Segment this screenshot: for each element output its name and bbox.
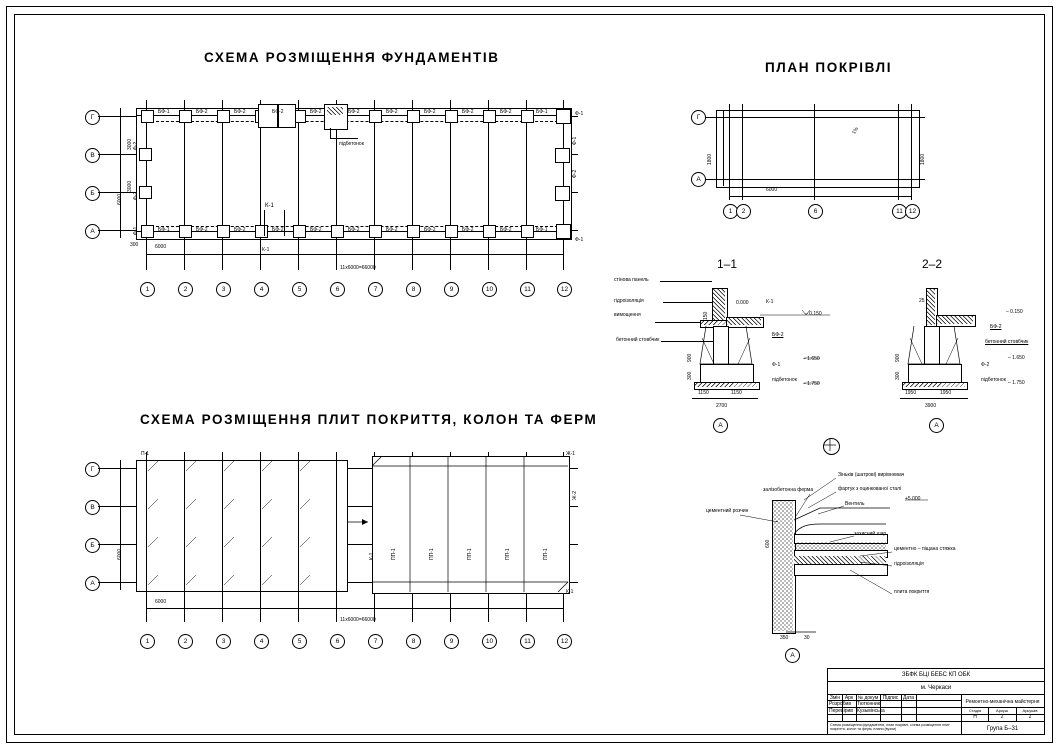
foundation-block <box>217 110 230 123</box>
tb-description: Схема розміщення фундаментів, план покрівлі, схема розміщення плит покриття, колон та ферм, плани (вузли) <box>830 723 950 732</box>
side-mark-top: Ф-1 <box>575 111 584 117</box>
dim-1150-b: 1150 <box>731 390 742 396</box>
mark-label: БФ-2 <box>196 227 208 233</box>
plate-label: ПП-1 <box>505 548 511 560</box>
axis-circle-12: 12 <box>557 282 572 297</box>
roof-axis-circle-2: 2 <box>736 204 751 219</box>
tb-row-role-1: Розробив <box>829 700 852 707</box>
foundation-block-side <box>139 148 152 161</box>
foundation-block <box>179 225 192 238</box>
slab-axis-circle-B: Б <box>85 538 100 553</box>
truss-ticks <box>136 455 356 595</box>
dim-300-2: 300 <box>895 371 901 380</box>
plate-label: ПП-1 <box>543 548 549 560</box>
mark-p1: П-1 <box>141 451 150 457</box>
detail-axis-circle-A: А <box>785 648 800 663</box>
foundation-block <box>331 225 344 238</box>
detail-dim-30: 30 <box>804 635 810 641</box>
roof-dim-line <box>729 196 911 197</box>
slab-plate-edges <box>369 456 582 606</box>
level-1750-2: – 1.750 <box>1008 380 1025 386</box>
axis-circle-6: 6 <box>330 282 345 297</box>
title-block <box>827 668 1045 735</box>
slab-axis-circle-1: 1 <box>140 634 155 649</box>
mark-label: БФ-2 <box>310 109 322 115</box>
mark-label: БФ-2 <box>462 109 474 115</box>
slab-axis-circle-8: 8 <box>406 634 421 649</box>
tb-row-name-2: Кузьмінська <box>857 707 885 714</box>
mark-label: БФ-2 <box>500 227 512 233</box>
column-hatch <box>927 289 935 325</box>
section-marker-line-2 <box>284 210 285 236</box>
axis-circle-5: 5 <box>292 282 307 297</box>
level-0150-2: – 0.150 <box>1006 309 1023 315</box>
foundation-block <box>369 110 382 123</box>
slab-axis-circle-4: 4 <box>254 634 269 649</box>
leader-1 <box>660 281 712 282</box>
mark-label: БФ-2 <box>272 109 284 115</box>
foundation-block <box>369 225 382 238</box>
tb-col-dokum: № докум <box>857 694 879 701</box>
foundation-block <box>445 110 458 123</box>
slab-axis-circle-5: 5 <box>292 634 307 649</box>
detail-level: +5.000 <box>905 496 921 502</box>
mark-label: БФ-2 <box>424 109 436 115</box>
grid-line-3 <box>222 100 223 270</box>
mark-label: БФ-2 <box>234 227 246 233</box>
axis-circle-3: 3 <box>216 282 231 297</box>
grid-line-5 <box>298 100 299 270</box>
grid-line-9 <box>450 100 451 270</box>
foundation-block <box>483 110 496 123</box>
roof-dim-text: 6000 <box>766 187 778 193</box>
label-k1: К-1 <box>766 299 774 305</box>
axis-circle-11: 11 <box>520 282 535 297</box>
dim-150: 150 <box>703 311 709 320</box>
tb-divider-1 <box>828 681 1044 682</box>
dim-line-1 <box>692 398 758 399</box>
level-0150: – 0.150 <box>805 311 822 317</box>
roof-axis-circle-1: 1 <box>723 204 738 219</box>
foundation-block <box>407 225 420 238</box>
tb-sheet-header: Аркуш <box>996 707 1008 713</box>
axis-circle-A: А <box>85 224 100 239</box>
mark-label: БФ-2 <box>386 227 398 233</box>
mark-label: БФ-2 <box>424 227 436 233</box>
tb-city: м. Черкаси <box>920 685 952 691</box>
plate-label: ПП-1 <box>391 548 397 560</box>
detail-leaders <box>700 470 900 610</box>
grid-line-2 <box>184 100 185 270</box>
label-concrete-pillar: бетонний стовбчик <box>616 337 660 343</box>
slab-axis-circle-6: 6 <box>330 634 345 649</box>
detail-box-a <box>258 104 278 128</box>
slab-dim-vertical-text: 6000 <box>117 548 123 560</box>
callout-leader-v <box>330 128 331 138</box>
dim-1950-a: 1950 <box>905 390 917 396</box>
label-bf2: БФ-2 <box>772 332 784 338</box>
axis-circle-1: 1 <box>140 282 155 297</box>
grid-line-1 <box>146 100 147 270</box>
mark-label: БФ-2 <box>272 227 284 233</box>
tb-divider-6 <box>828 721 1044 722</box>
axis-circle-V: В <box>85 148 100 163</box>
roof-axis-circle-12: 12 <box>905 204 920 219</box>
level-0000: 0.000 <box>736 300 749 306</box>
title-foundations: СХЕМА РОЗМІЩЕННЯ ФУНДАМЕНТІВ <box>204 50 500 65</box>
title-section-1-1: 1–1 <box>717 257 738 271</box>
label-blind-area: вимощення <box>614 312 641 318</box>
detail-hatch <box>327 107 343 115</box>
tb-sheet-title: Ремонтно-механічна майстерня <box>965 699 1040 705</box>
label-f2: Ф-2 <box>981 362 990 368</box>
mark-label: БФ-1 <box>536 227 548 233</box>
roof-axis-circle-6: 6 <box>808 204 823 219</box>
foundation-block <box>483 225 496 238</box>
mark-label: БФ-2 <box>234 109 246 115</box>
label-cement-mortar: цементний розчин <box>706 508 749 514</box>
foundation-block <box>141 225 154 238</box>
label-bf2-2: БФ-2 <box>990 324 1002 330</box>
axis-circle-4: 4 <box>254 282 269 297</box>
dim-text-vertical-3: 3000 <box>127 180 133 192</box>
dim-900: 900 <box>687 353 693 362</box>
dim-line-2-2 <box>900 398 968 399</box>
grid-line-11 <box>526 100 527 270</box>
title-roof-plan: ПЛАН ПОКРІВЛІ <box>765 60 893 75</box>
foundation-block <box>445 225 458 238</box>
leader-4 <box>661 341 713 342</box>
dim-line-bottom <box>146 254 563 255</box>
tb-divider-5 <box>828 714 961 715</box>
tb-sheet-value: 2 <box>1000 714 1004 720</box>
slab-axis-circle-3: 3 <box>216 634 231 649</box>
dim-2700: 2700 <box>716 403 728 409</box>
foundation-block <box>407 110 420 123</box>
leader-2 <box>663 302 713 303</box>
side-mark-bottom: Ф-1 <box>575 237 584 243</box>
title-slabs: СХЕМА РОЗМІЩЕННЯ ПЛИТ ПОКРИТТЯ, КОЛОН ТА ФЕРМ <box>140 412 598 427</box>
roof-side-dim: 1800 <box>707 153 713 165</box>
slab-dim-total: 11х6000=66000 <box>340 617 376 623</box>
foundation-block <box>521 225 534 238</box>
slab-axis-circle-G: Г <box>85 462 100 477</box>
label-waterproofing: гідроізоляція <box>614 298 644 304</box>
tb-col-zmin: Змін <box>829 694 841 701</box>
dim-1950-b: 1950 <box>940 390 952 396</box>
level-1750: – 1.750 <box>803 381 820 387</box>
tb-stage-value: Н <box>973 714 977 720</box>
slab-dim-line <box>146 608 563 609</box>
level-markers <box>760 290 880 400</box>
roof-slope-note: 1% <box>851 126 860 136</box>
slab-axis-circle-V: В <box>85 500 100 515</box>
leader-3 <box>655 322 701 323</box>
detail-dim-350: 350 <box>780 635 789 641</box>
foundation-block <box>217 225 230 238</box>
tb-col-ark: Арк <box>844 694 854 701</box>
mark-label: БФ-2 <box>310 227 322 233</box>
label-pidbetonok-2: підбетонок <box>981 377 1006 383</box>
tb-divider-v6 <box>916 694 917 721</box>
hatch-line-top <box>146 121 563 122</box>
dim-900-2: 900 <box>895 353 901 362</box>
tb-stage-header: Стадія <box>968 707 982 713</box>
dim-300: 300 <box>687 371 693 380</box>
side-mark: Ф-2 <box>133 191 139 200</box>
mark-label: БФ-1 <box>158 109 170 115</box>
section-axis-circle-A: А <box>713 418 728 433</box>
foundation-block <box>255 225 268 238</box>
slab-axis-circle-11: 11 <box>520 634 535 649</box>
tb-sheets-header: Аркушів <box>1022 707 1038 713</box>
dim-small: 300 <box>130 242 139 248</box>
callout-pidbetonok: підбетонок <box>339 141 364 147</box>
mark-column-line: К-1 <box>369 552 375 560</box>
side-mark: Ф-1 <box>133 226 139 235</box>
mark-label: БФ-2 <box>348 109 360 115</box>
callout-leader <box>330 138 358 139</box>
detail-node-cross <box>823 438 837 452</box>
label-pidbetonok: підбетонок <box>772 377 797 383</box>
dim-1150-a: 1150 <box>698 390 709 396</box>
dim-total: 11х6000=66000 <box>340 265 376 271</box>
foundation-block-side <box>555 148 570 163</box>
dim-step: 6000 <box>155 244 167 250</box>
label-wall-panel: стінова панель <box>614 277 649 283</box>
foundation-block <box>521 110 534 123</box>
level-1650-2: – 1.650 <box>1008 355 1025 361</box>
mark-k1: К-1 <box>566 589 574 595</box>
foundation-block-side <box>555 186 570 201</box>
grid-line-8 <box>412 100 413 270</box>
label-waterproofing-detail: гідроізоляція <box>894 561 924 567</box>
level-1650: – 1.650 <box>803 356 820 362</box>
slab-dim-step: 6000 <box>155 599 167 605</box>
detail-dim-600: 600 <box>765 539 771 548</box>
foundation-block <box>293 225 306 238</box>
axis-circle-G: Г <box>85 110 100 125</box>
tb-sheets-value: 2 <box>1028 714 1032 720</box>
foundation-block-corner <box>556 109 571 124</box>
mark-label: БФ-1 <box>158 227 170 233</box>
mark-label: БФ-2 <box>348 227 360 233</box>
mark-label: БФ-2 <box>500 109 512 115</box>
wall-line-top <box>136 115 570 116</box>
mark-zh2: Ж-2 <box>572 490 578 500</box>
slab-axis-circle-10: 10 <box>482 634 497 649</box>
tb-row-name-1: Тютюнник <box>857 700 881 707</box>
roof-axis-circle-G: Г <box>691 110 706 125</box>
plate-label: ПП-1 <box>467 548 473 560</box>
dim-25: 25 <box>919 298 925 304</box>
grid-line-10 <box>488 100 489 270</box>
axis-circle-8: 8 <box>406 282 421 297</box>
slab-axis-circle-12: 12 <box>557 634 572 649</box>
axis-circle-B: Б <box>85 186 100 201</box>
axis-circle-7: 7 <box>368 282 383 297</box>
mark-label: БФ-2 <box>386 109 398 115</box>
slab-axis-circle-7: 7 <box>368 634 383 649</box>
dim-text-vertical-2: 3000 <box>127 138 133 150</box>
wall-hatch <box>713 289 725 323</box>
foundation-block <box>179 110 192 123</box>
beam-hatch-2 <box>937 316 973 324</box>
mark-label: БФ-1 <box>536 109 548 115</box>
slab-axis-circle-2: 2 <box>178 634 193 649</box>
label-rc-truss: залізобетонна ферма <box>763 487 814 493</box>
slab-axis-circle-9: 9 <box>444 634 459 649</box>
label-cement-sand-screed: цементно – піщана стяжка <box>894 546 956 552</box>
label-pillar-2: бетонний стовбчик <box>985 339 1029 345</box>
grid-line-7 <box>374 100 375 270</box>
dim-3900: 3900 <box>925 403 937 409</box>
title-section-2-2: 2–2 <box>922 257 943 271</box>
axis-circle-9: 9 <box>444 282 459 297</box>
mark-label: БФ-2 <box>196 109 208 115</box>
building-outline <box>133 108 572 240</box>
section-marker-label: К-1 <box>262 247 270 253</box>
label-steel-apron: фартук з оцинкованої сталі <box>838 486 902 492</box>
view-arrow <box>348 512 378 532</box>
section-2-axis-circle: А <box>929 418 944 433</box>
tb-col-data: Дата <box>902 694 915 701</box>
foundation-block-corner <box>556 224 571 239</box>
grid-line-12 <box>563 100 564 270</box>
side-mark: Ф-2 <box>133 141 139 150</box>
foundation-block-side <box>139 186 152 199</box>
foundation-block <box>141 110 154 123</box>
detail-box-b <box>278 104 296 128</box>
mark-label: БФ-2 <box>462 227 474 233</box>
section-marker-line <box>264 210 265 236</box>
mark-zh1: Ж-1 <box>566 451 576 457</box>
side-mark: Ф-1 <box>572 136 578 145</box>
tb-project: ЗБФК БЦІ БЕБС КП ОБК <box>901 672 971 678</box>
axis-circle-2: 2 <box>178 282 193 297</box>
callout-k1: К-1 <box>265 203 274 209</box>
plate-label: ПП-1 <box>429 548 435 560</box>
dim-text-vertical: 6000 <box>117 193 123 205</box>
tb-group: Група Б–31 <box>986 726 1019 732</box>
label-leveling: Зіньків (шатрові) вирівнювач <box>838 472 905 478</box>
roof-axis-circle-A: А <box>691 172 706 187</box>
roof-slope-lines <box>705 105 945 205</box>
label-vent: Вентиль <box>845 501 865 507</box>
roof-axis-circle-11: 11 <box>892 204 907 219</box>
tb-col-pidpys: Підпис <box>882 694 899 701</box>
tb-row-role-2: Перевірив <box>829 707 853 714</box>
label-protective-layer: захисний шар <box>854 531 887 537</box>
label-f1: Ф-1 <box>772 362 781 368</box>
beam-hatch <box>727 318 761 325</box>
side-mark: Ф-2 <box>572 169 578 178</box>
label-roof-slab: плита покриття <box>894 589 930 595</box>
roof-side-dim-right: 1800 <box>920 153 926 165</box>
axis-circle-10: 10 <box>482 282 497 297</box>
slab-axis-circle-A: А <box>85 576 100 591</box>
